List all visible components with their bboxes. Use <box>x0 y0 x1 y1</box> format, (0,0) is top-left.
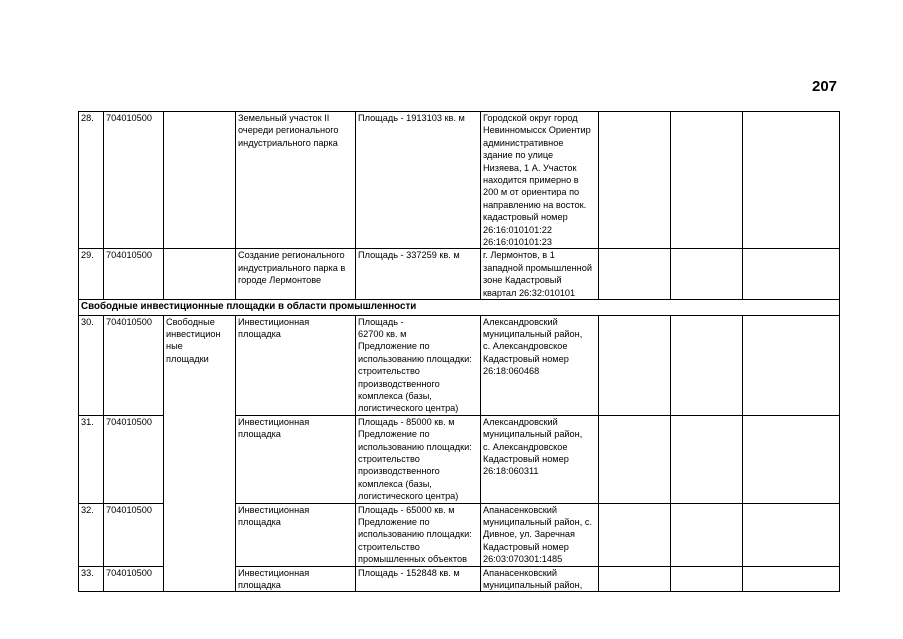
row-code: 704010500 <box>104 415 164 503</box>
cell-line: находится примерно в <box>483 175 579 186</box>
cell-line: Кадастровый номер <box>483 453 569 464</box>
row-name <box>236 415 356 503</box>
row-empty-1 <box>599 503 671 566</box>
row-location <box>481 566 599 592</box>
cell-line: направлению на восток. <box>483 199 587 210</box>
cell-line: комплекса (базы, <box>358 390 432 401</box>
investment-sites-table <box>78 111 840 592</box>
cell-line: зоне Кадастровый <box>483 275 562 286</box>
row-empty-2 <box>671 566 743 592</box>
row-location <box>481 503 599 566</box>
table-row <box>79 249 840 300</box>
cell-line: площадка <box>238 580 281 591</box>
row-empty-3 <box>743 415 840 503</box>
row-empty-3 <box>743 249 840 300</box>
cell-line: западной промышленной <box>483 262 592 273</box>
cell-line: площадка <box>238 429 281 440</box>
cell-line: 62700 кв. м <box>358 328 407 339</box>
row-empty-3 <box>743 503 840 566</box>
cell-line: логистического центра) <box>358 491 459 502</box>
cell-line: 26:16:010101:22 <box>483 224 552 235</box>
cell-line: строительство <box>358 453 420 464</box>
cell-line: ные <box>166 341 183 352</box>
row-name <box>236 315 356 415</box>
cell-line: Предложение по <box>358 517 430 527</box>
cell-line: муниципальный район, <box>483 328 583 339</box>
cell-line: Площадь - <box>358 316 404 327</box>
cell-line: инвестицион <box>166 328 221 339</box>
row-number: 33. <box>79 566 104 592</box>
cell-line: Апанасенковский <box>483 504 558 515</box>
cell-line: Невинномысск Ориентир <box>483 125 591 136</box>
section-header: Свободные инвестиционные площадки в области промышленности <box>79 300 840 315</box>
row-area <box>356 112 481 249</box>
cell-line: очереди регионального <box>238 125 339 136</box>
cell-line: муниципальный район, с. <box>483 517 592 527</box>
cell-line: Кадастровый номер <box>483 541 569 552</box>
cell-line: муниципальный район, <box>483 429 583 440</box>
cell-line: использованию площадки: <box>358 529 472 540</box>
row-number: 32. <box>79 503 104 566</box>
cell-line: строительство <box>358 366 420 377</box>
row-area <box>356 315 481 415</box>
cell-line: Предложение по <box>358 341 430 352</box>
page-number: 207 <box>812 78 838 95</box>
cell-line: использованию площадки: <box>358 353 472 364</box>
cell-line: Инвестиционная <box>238 504 310 515</box>
cell-line: Инвестиционная <box>238 567 310 578</box>
row-empty-1 <box>599 315 671 415</box>
cell-line: комплекса (базы, <box>358 478 432 489</box>
row-name <box>236 112 356 249</box>
row-number: 29. <box>79 249 104 300</box>
cell-line: городе Лермонтове <box>238 275 322 286</box>
row-type-merged <box>164 315 236 592</box>
cell-line: Кадастровый номер <box>483 353 569 364</box>
cell-line: Площадь - 337259 кв. м <box>358 250 460 261</box>
cell-line: 26:03:070301:1485 <box>483 554 563 565</box>
cell-line: Предложение по <box>358 429 430 440</box>
table-row <box>79 315 840 415</box>
row-empty-1 <box>599 249 671 300</box>
cell-line: Свободные <box>166 316 215 327</box>
row-area <box>356 503 481 566</box>
row-area <box>356 415 481 503</box>
row-empty-2 <box>671 415 743 503</box>
table-row <box>79 112 840 249</box>
row-location <box>481 315 599 415</box>
cell-line: кадастровый номер <box>483 212 568 223</box>
row-empty-1 <box>599 415 671 503</box>
cell-line: г. Лермонтов, в 1 <box>483 250 555 261</box>
cell-line: Городской округ город <box>483 113 578 123</box>
row-location <box>481 415 599 503</box>
cell-line: Площадь - 65000 кв. м <box>358 504 455 515</box>
row-empty-2 <box>671 503 743 566</box>
row-code: 704010500 <box>104 112 164 249</box>
row-location <box>481 249 599 300</box>
row-code: 704010500 <box>104 503 164 566</box>
cell-line: строительство <box>358 541 420 552</box>
cell-line: производственного <box>358 378 440 389</box>
row-number: 30. <box>79 315 104 415</box>
row-empty-3 <box>743 566 840 592</box>
row-type <box>164 249 236 300</box>
cell-line: Александровский <box>483 316 558 327</box>
cell-line: индустриального парка <box>238 137 338 148</box>
row-empty-2 <box>671 315 743 415</box>
cell-line: Площадь - 85000 кв. м <box>358 416 455 427</box>
cell-line: Апанасенковский <box>483 567 558 578</box>
row-empty-3 <box>743 315 840 415</box>
row-location <box>481 112 599 249</box>
cell-line: площадка <box>238 517 281 527</box>
cell-line: площадки <box>166 353 209 364</box>
cell-line: Инвестиционная <box>238 316 310 327</box>
cell-line: 26:18:060468 <box>483 366 540 377</box>
cell-line: с. Александровское <box>483 341 568 352</box>
cell-line: Создание регионального <box>238 250 345 261</box>
row-empty-1 <box>599 566 671 592</box>
row-code: 704010500 <box>104 315 164 415</box>
cell-line: площадка <box>238 328 281 339</box>
cell-line: 200 м от ориентира по <box>483 187 580 198</box>
cell-line: Дивное, ул. Заречная <box>483 529 576 540</box>
cell-line: здание по улице <box>483 150 554 161</box>
cell-line: квартал 26:32:010101 <box>483 287 576 298</box>
section-row <box>79 300 840 315</box>
cell-line: Земельный участок II <box>238 113 330 123</box>
row-name <box>236 566 356 592</box>
cell-line: использованию площадки: <box>358 441 472 452</box>
cell-line: Александровский <box>483 416 558 427</box>
row-area <box>356 249 481 300</box>
row-empty-2 <box>671 249 743 300</box>
cell-line: муниципальный район, <box>483 580 583 591</box>
row-code: 704010500 <box>104 249 164 300</box>
row-code: 704010500 <box>104 566 164 592</box>
cell-line: Инвестиционная <box>238 416 310 427</box>
rows-before-section <box>79 112 840 300</box>
cell-line: промышленных объектов <box>358 554 467 565</box>
row-name <box>236 249 356 300</box>
cell-line: Площадь - 152848 кв. м <box>358 567 460 578</box>
cell-line: производственного <box>358 466 440 477</box>
row-number: 28. <box>79 112 104 249</box>
cell-line: административное <box>483 137 564 148</box>
row-empty-3 <box>743 112 840 249</box>
row-empty-1 <box>599 112 671 249</box>
cell-line: логистического центра) <box>358 403 459 414</box>
cell-line: 26:18:060311 <box>483 466 539 477</box>
cell-line: Площадь - 1913103 кв. м <box>358 113 465 123</box>
row-empty-2 <box>671 112 743 249</box>
cell-line: с. Александровское <box>483 441 568 452</box>
cell-line: индустриального парка в <box>238 262 346 273</box>
row-name <box>236 503 356 566</box>
cell-line: 26:16:010101:23 <box>483 237 552 248</box>
cell-line: Низяева, 1 А. Участок <box>483 162 577 173</box>
row-area <box>356 566 481 592</box>
rows-after-section <box>79 315 840 592</box>
row-type <box>164 112 236 249</box>
row-number: 31. <box>79 415 104 503</box>
